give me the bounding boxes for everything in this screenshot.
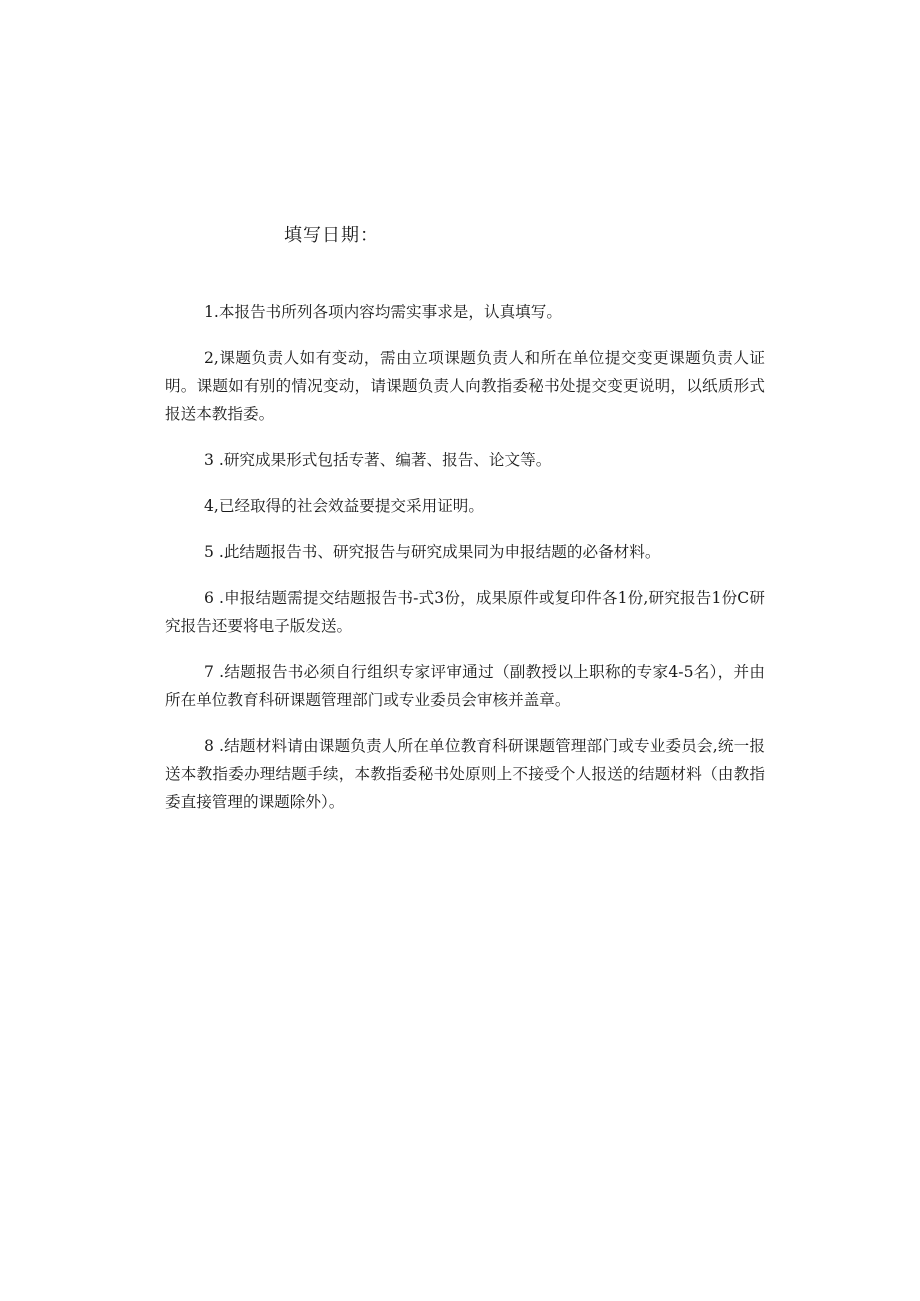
- instruction-item-7: 7 .结题报告书必须自行组织专家评审通过（副教授以上职称的专家4-5名），并由所在单位教育科研课题管理部门或专业委员会审核并盖章。: [165, 663, 765, 709]
- instruction-item-2: 2,课题负责人如有变动，需由立项课题负责人和所在单位提交变更课题负责人证明。课题如有别的情况变动，请课题负责人向教指委秘书处提交变更说明，以纸质形式报送本教指委。: [165, 349, 765, 423]
- instruction-item-6: 6 .申报结题需提交结题报告书-式3份，成果原件或复印件各1份,研究报告1份C研究报告还要将电子版发送。: [165, 589, 765, 635]
- instruction-item-5: 5 .此结题报告书、研究报告与研究成果同为申报结题的必备材料。: [204, 543, 661, 561]
- instructions-list: [165, 298, 765, 834]
- instruction-item-4: 4,已经取得的社会效益要提交采用证明。: [204, 497, 484, 515]
- instruction-item-3: 3 .研究成果形式包括专著、编著、报告、论文等。: [204, 451, 552, 469]
- instruction-item-1: 1.本报告书所列各项内容均需实事求是，认真填写。: [204, 303, 562, 321]
- instruction-item-8: 8 .结题材料请由课题负责人所在单位教育科研课题管理部门或专业委员会,统一报送本教指委办理结题手续，本教指委秘书处原则上不接受个人报送的结题材料（由教指委直接管理的课题除外）。: [165, 737, 765, 811]
- fill-date-label: 填写日期：: [284, 225, 379, 246]
